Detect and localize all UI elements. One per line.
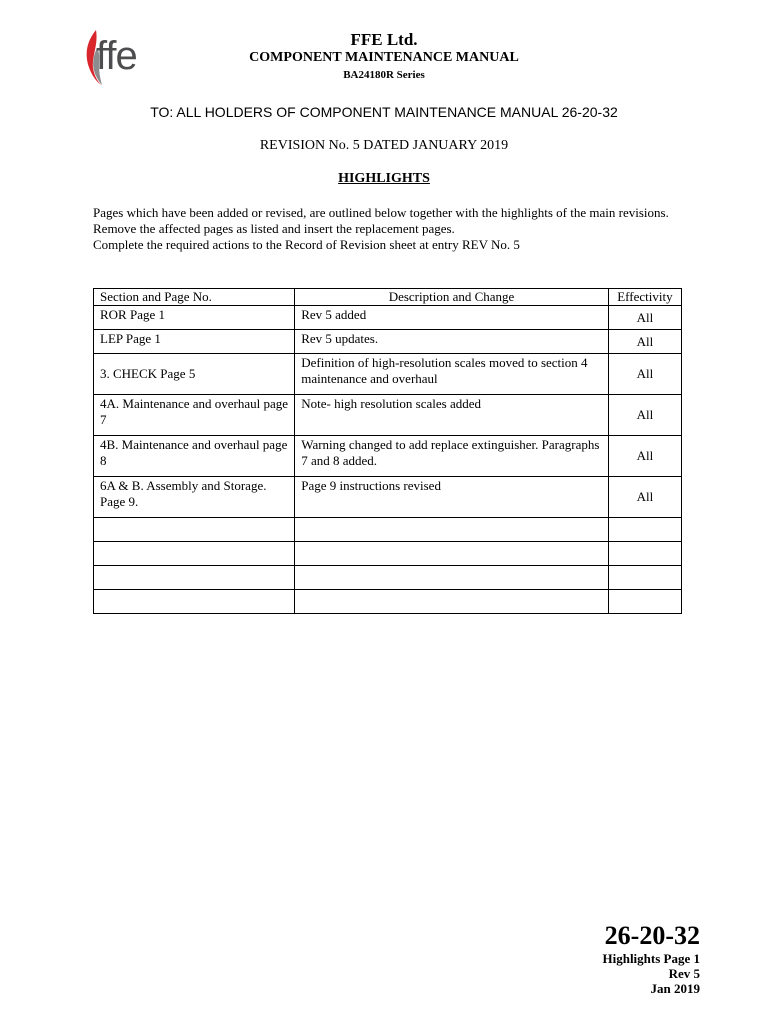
column-header-section: Section and Page No. (94, 289, 295, 306)
cell-section: 4A. Maintenance and overhaul page 7 (94, 395, 295, 436)
manual-title: COMPONENT MAINTENANCE MANUAL (249, 50, 519, 65)
cell-description: Rev 5 updates. (295, 330, 609, 354)
empty-cell (295, 590, 609, 614)
empty-cell (94, 566, 295, 590)
cell-effectivity: All (608, 477, 681, 518)
column-header-description: Description and Change (295, 289, 609, 306)
document-code: 26-20-32 (604, 921, 700, 950)
table-header-row (94, 289, 682, 306)
cell-section: 4B. Maintenance and overhaul page 8 (94, 436, 295, 477)
empty-cell (608, 542, 681, 566)
series-label: BA24180R Series (343, 69, 425, 81)
page-footer (602, 921, 700, 996)
cell-description: Definition of high-resolution scales moved to section 4 maintenance and overhaul (295, 354, 609, 395)
empty-cell (94, 590, 295, 614)
table-row-empty (94, 518, 682, 542)
empty-cell (295, 518, 609, 542)
cell-section: 3. CHECK Page 5 (94, 354, 295, 395)
cell-effectivity: All (608, 306, 681, 330)
revision-line: REVISION No. 5 DATED JANUARY 2019 (259, 138, 509, 153)
empty-cell (608, 590, 681, 614)
highlights-heading: HIGHLIGHTS (338, 171, 430, 186)
empty-cell (295, 542, 609, 566)
date-label: Jan 2019 (650, 981, 700, 996)
empty-cell (608, 518, 681, 542)
table-row (94, 395, 682, 436)
intro-paragraph: Complete the required actions to the Record of Revision sheet at entry REV No. 5 (93, 237, 520, 252)
cell-section: 6A & B. Assembly and Storage. Page 9. (94, 477, 295, 518)
empty-cell (94, 518, 295, 542)
empty-cell (295, 566, 609, 590)
table-row-empty (94, 542, 682, 566)
table-row (94, 306, 682, 330)
cell-section: ROR Page 1 (94, 306, 295, 330)
cell-description: Warning changed to add replace extinguisher. Paragraphs 7 and 8 added. (295, 436, 609, 477)
table-row (94, 477, 682, 518)
column-header-effectivity: Effectivity (608, 289, 681, 306)
intro-paragraph: Pages which have been added or revised, are outlined below together with the highlights of the main revisions. (93, 205, 669, 220)
table-row (94, 330, 682, 354)
empty-cell (608, 566, 681, 590)
table-row-empty (94, 566, 682, 590)
revision-label: Rev 5 (668, 966, 700, 981)
table-row-empty (94, 590, 682, 614)
cell-description: Note- high resolution scales added (295, 395, 609, 436)
empty-cell (94, 542, 295, 566)
cell-description: Rev 5 added (295, 306, 609, 330)
cell-effectivity: All (608, 354, 681, 395)
intro-paragraph: Remove the affected pages as listed and insert the replacement pages. (93, 221, 455, 236)
logo-wordmark: ffe (96, 34, 137, 78)
cell-section: LEP Page 1 (94, 330, 295, 354)
highlights-table (93, 288, 682, 614)
company-name: FFE Ltd. (350, 30, 418, 49)
table-row (94, 354, 682, 395)
cell-effectivity: All (608, 395, 681, 436)
cell-description: Page 9 instructions revised (295, 477, 609, 518)
intro-text (93, 205, 685, 253)
notice-recipients: TO: ALL HOLDERS OF COMPONENT MAINTENANCE MANUAL 26-20-32 (150, 104, 618, 120)
cell-effectivity: All (608, 436, 681, 477)
cell-effectivity: All (608, 330, 681, 354)
page-label: Highlights Page 1 (602, 951, 700, 966)
table-row (94, 436, 682, 477)
